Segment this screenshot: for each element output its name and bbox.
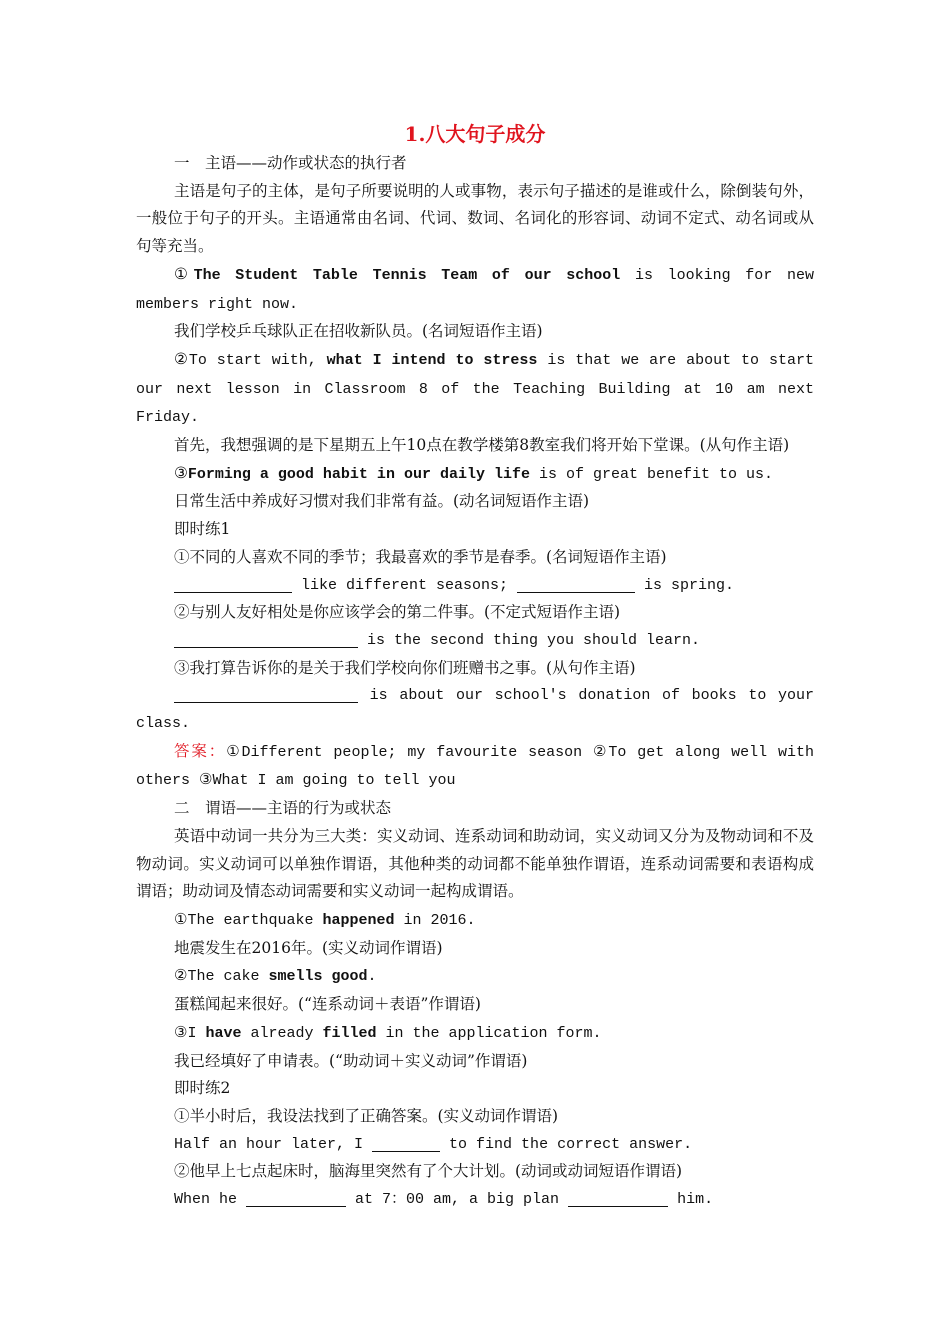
s2-example-2 [136,962,814,991]
section2-heading: 二 谓语——主语的行为或状态 [174,799,392,818]
sentence-mid: already [241,1024,323,1042]
bold-phrase: Forming a good habit in our daily life [187,465,530,483]
s2-question-1: ①半小时后，我设法找到了正确答案。(实义动词作谓语) [174,1106,559,1125]
s2-example-3-cn: 我已经填好了申请表。(“助动词＋实义动词”作谓语) [174,1051,528,1070]
sentence-rest: in 2016. [394,911,476,929]
blank-field[interactable] [174,574,292,593]
s1-example-2 [136,346,814,432]
s2-practice-label: 即时练2 [174,1079,231,1098]
sentence-pre: ②The cake [174,968,269,986]
bold-word: filled [322,1024,377,1042]
s1-example-1 [136,261,814,318]
sentence-rest: in the application form. [376,1024,602,1042]
s1-question-2-line [136,627,814,655]
sentence-pre: To start with, [188,351,327,369]
section1-heading: 一 主语——动作或状态的执行者 [174,154,407,172]
s2-example-1 [136,906,814,935]
s2-example-1-cn: 地震发生在2016年。(实义动词作谓语) [174,938,443,957]
blank-field[interactable] [174,684,358,703]
s2-example-3 [136,1019,814,1048]
sentence-rest: is of great benefit to us. [529,465,774,483]
s1-practice-label: 即时练1 [174,520,231,539]
s1-example-3 [136,460,814,489]
bold-phrase: smells good [268,968,368,986]
bold-phrase: happened [322,911,395,929]
blank-field[interactable] [246,1188,346,1207]
bold-phrase: The Student Table Tennis Team of our school [193,266,621,284]
text: is spring. [635,576,735,594]
blank-field[interactable] [517,574,635,593]
section1-intro: 主语是句子的主体，是句子所要说明的人或事物，表示句子描述的是谁或什么，除倒装句外，一般位于句子的开头。主语通常由名词、代词、数词、名词化的形容词、动词不定式、动名词或从句等充当。 [136,181,814,256]
page-title: 1.八大句子成分 [404,122,546,146]
section2-intro: 英语中动词一共分为三大类：实义动词、连系动词和助动词，实义动词又分为及物动词和不及物动词。实义动词可以单独作谓语，其他种类的动词都不能单独作谓语，连系动词需要和表语构成谓语；助动词及情态动词需要和实义动词一起构成谓语。 [136,826,814,901]
sentence-rest: is looking for new members right now. [136,266,814,313]
num: ② [174,349,189,368]
num: ③ [174,463,188,482]
answer-label: 答案： [174,741,227,760]
document-page [136,118,814,1214]
blank-field[interactable] [174,629,358,648]
sentence-pre: ③I [174,1024,206,1042]
blank-field[interactable] [568,1188,668,1207]
s1-question-1-line [136,572,814,600]
s2-question-2: ②他早上七点起床时，脑海里突然有了个大计划。(动词或动词短语作谓语) [174,1162,683,1181]
s1-question-2: ②与别人友好相处是你应该学会的第二件事。(不定式短语作主语) [174,603,621,622]
text: him. [668,1191,714,1209]
text: at 7：00 am, a big plan [346,1191,569,1209]
s1-example-2-cn: 首先，我想强调的是下星期五上午10点在教学楼第8教室我们将开始下堂课。(从句作主语) [174,436,790,455]
s1-answer [136,738,814,795]
s1-question-3: ③我打算告诉你的是关于我们学校向你们班赠书之事。(从句作主语) [174,658,636,677]
sentence-pre: ①The earthquake [174,911,323,929]
bold-word: have [205,1024,242,1042]
s1-question-3-line [136,682,814,737]
text: Half an hour later, I [174,1135,373,1153]
s1-question-1: ①不同的人喜欢不同的季节；我最喜欢的季节是春季。(名词短语作主语) [174,547,667,566]
s1-example-3-cn: 日常生活中养成好习惯对我们非常有益。(动名词短语作主语) [174,492,590,511]
text: to find the correct answer. [440,1135,693,1153]
bold-phrase: what I intend to stress [326,351,538,369]
text: is about our school's donation of books to your class. [136,687,814,733]
sentence-rest: is that we are about to start our next lesson in Classroom 8 of the Teaching Building at 10 am next Friday. [136,351,814,427]
s1-example-1-cn: 我们学校乒乓球队正在招收新队员。(名词短语作主语) [174,322,543,341]
blank-field[interactable] [372,1133,440,1152]
text: is the second thing you should learn. [358,631,701,649]
s2-question-1-line [136,1131,814,1159]
num: ① [174,264,194,283]
sentence-rest: . [367,968,377,986]
text: like different seasons; [292,576,518,594]
s2-example-2-cn: 蛋糕闻起来很好。(“连系动词＋表语”作谓语) [174,995,481,1014]
s2-question-2-line [136,1186,814,1214]
text: When he [174,1191,247,1209]
answer-text: ①Different people; my favourite season ②To get along well with others ③What I am going to tell you [136,743,814,790]
